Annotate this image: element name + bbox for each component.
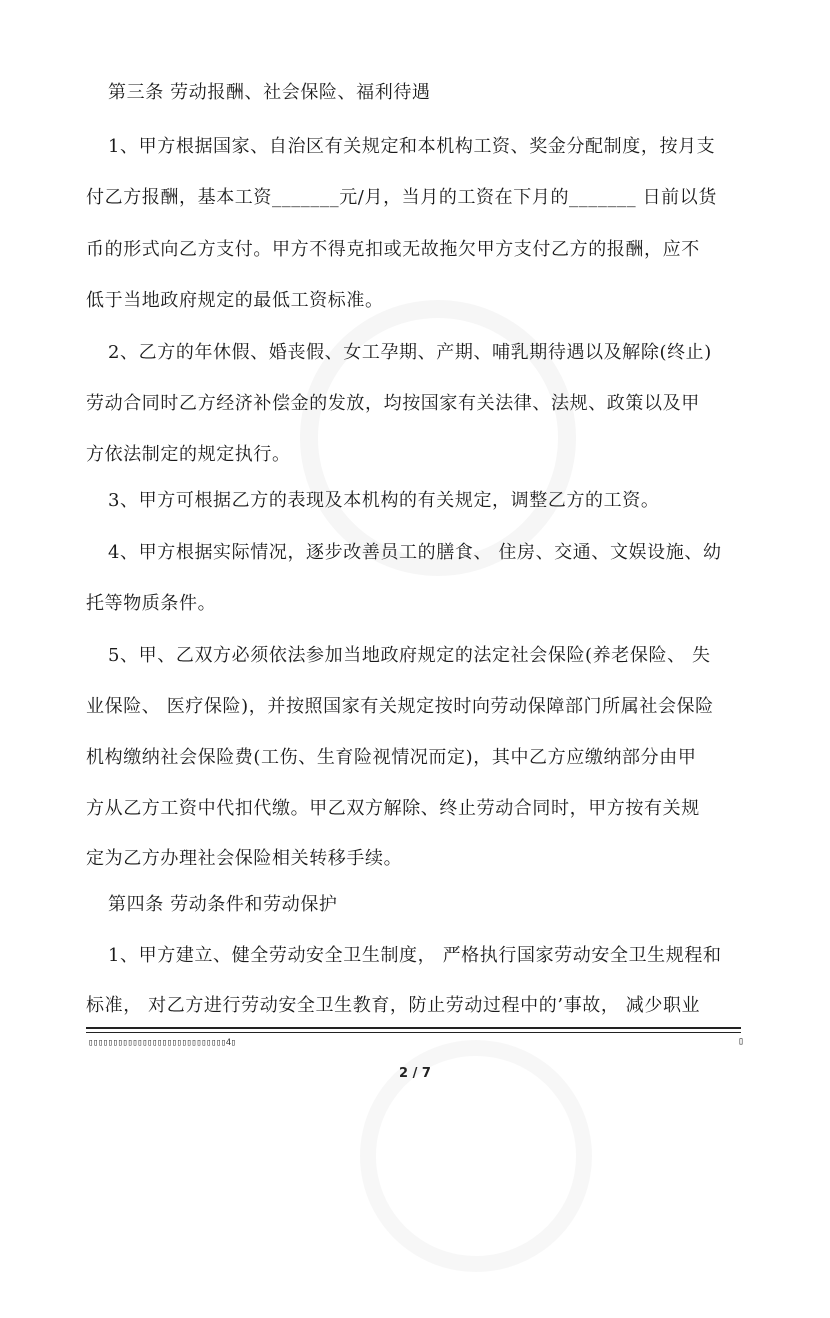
footer-right-text: ▯ [738, 1036, 745, 1047]
footer-rule-thick [86, 1027, 741, 1029]
paragraph-line: 业保险、 医疗保险)，并按照国家有关规定按时向劳动保障部门所属社会保险 [86, 696, 714, 717]
paragraph-line: 方依法制定的规定执行。 [86, 444, 291, 465]
section-heading-article-4: 第四条 劳动条件和劳动保护 [108, 894, 338, 915]
paragraph-line: 付乙方报酬，基本工资_______元/月，当月的工资在下月的_______ 日前以货 [86, 187, 717, 208]
paragraph-line: 托等物质条件。 [86, 593, 217, 614]
watermark-stamp-lower [314, 994, 637, 1317]
footer-rule-thin [86, 1032, 741, 1033]
paragraph-line: 方从乙方工资中代扣代缴。甲乙双方解除、终止劳动合同时，甲方按有关规 [86, 798, 700, 819]
paragraph-line: 定为乙方办理社会保险相关转移手续。 [86, 848, 403, 869]
paragraph-line: 1、甲方根据国家、自治区有关规定和本机构工资、奖金分配制度，按月支 [108, 136, 716, 157]
paragraph-line: 5、甲、乙双方必须依法参加当地政府规定的法定社会保险(养老保险、 失 [108, 645, 711, 666]
paragraph-line: 低于当地政府规定的最低工资标准。 [86, 290, 384, 311]
paragraph-line: 2、乙方的年休假、婚丧假、女工孕期、产期、哺乳期待遇以及解除(终止) [108, 342, 712, 363]
paragraph-line: 3、甲方可根据乙方的表现及本机构的有关规定，调整乙方的工资。 [108, 490, 660, 511]
paragraph-line: 1、甲方建立、健全劳动安全卫生制度， 严格执行国家劳动安全卫生规程和 [108, 945, 722, 966]
page-number: 2 / 7 [399, 1066, 431, 1081]
paragraph-line: 4、甲方根据实际情况，逐步改善员工的膳食、 住房、交通、文娱设施、幼 [108, 542, 722, 563]
paragraph-line: 劳动合同时乙方经济补偿金的发放，均按国家有关法律、法规、政策以及甲 [86, 393, 700, 414]
footer-left-text: ▯▯▯▯▯▯▯▯▯▯▯▯▯▯▯▯▯▯▯▯▯▯▯▯▯▯▯▯4▯ [88, 1038, 236, 1048]
paragraph-line: 币的形式向乙方支付。甲方不得克扣或无故拖欠甲方支付乙方的报酬，应不 [86, 239, 700, 260]
section-heading-article-3: 第三条 劳动报酬、社会保险、福利待遇 [108, 82, 431, 103]
paragraph-line: 标准， 对乙方进行劳动安全卫生教育，防止劳动过程中的’事故， 减少职业 [86, 995, 701, 1016]
paragraph-line: 机构缴纳社会保险费(工伤、生育险视情况而定)，其中乙方应缴纳部分由甲 [86, 747, 697, 768]
